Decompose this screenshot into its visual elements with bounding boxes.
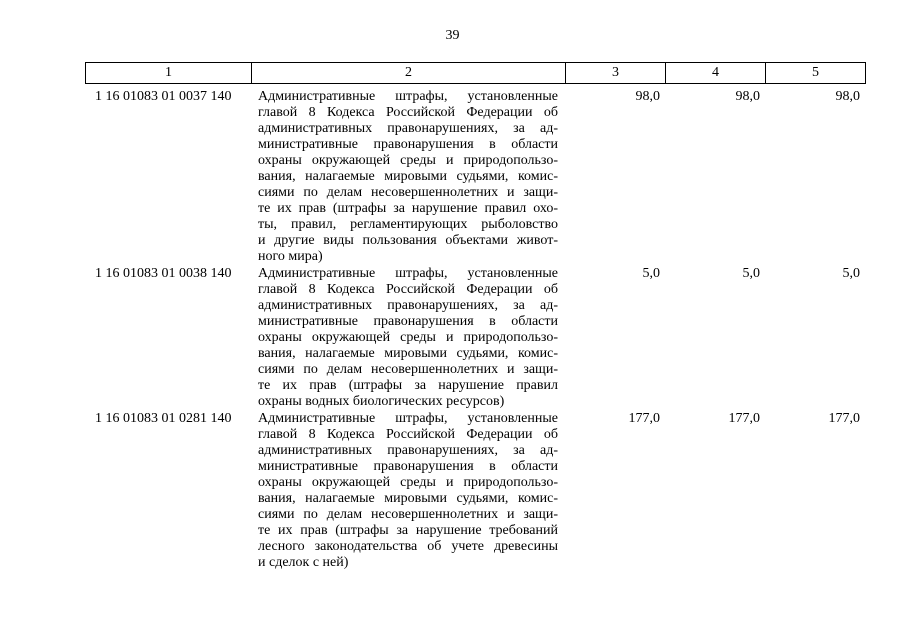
column-header-table	[85, 62, 866, 84]
value-col-3: 177,0	[628, 411, 660, 426]
description-line: охраны водных биологических ресурсов)	[258, 394, 505, 409]
description-line: охраны окружающей среды и природопользо-	[258, 475, 558, 490]
value-col-4: 98,0	[735, 89, 760, 104]
column-header-1: 1	[86, 63, 252, 84]
description-line: ты, правил, регламентирующих рыболовство	[258, 217, 558, 232]
column-header-5: 5	[766, 63, 866, 84]
description-line: сиями по делам несовершеннолетних и защи-	[258, 185, 558, 200]
description-line: вания, налагаемые мировыми судьями, комис-	[258, 169, 558, 184]
value-col-5: 5,0	[842, 266, 860, 281]
description-line: охраны окружающей среды и природопользо-	[258, 153, 558, 168]
description-line: административных правонарушениях, за ад-	[258, 298, 558, 313]
description-line: административных правонарушениях, за ад-	[258, 443, 558, 458]
description-line: министративные правонарушения в области	[258, 459, 558, 474]
value-col-3: 5,0	[642, 266, 660, 281]
description-line: сиями по делам несовершеннолетних и защи-	[258, 507, 558, 522]
page-number: 39	[445, 28, 460, 43]
description-line: ного мира)	[258, 249, 323, 264]
description-line: вания, налагаемые мировыми судьями, комис-	[258, 491, 558, 506]
value-col-3: 98,0	[635, 89, 660, 104]
column-header-2: 2	[252, 63, 566, 84]
description-line: министративные правонарушения в области	[258, 314, 558, 329]
value-col-5: 177,0	[828, 411, 860, 426]
description-line: те их прав (штрафы за нарушение требований	[258, 523, 558, 538]
column-header-3: 3	[566, 63, 666, 84]
description-line: главой 8 Кодекса Российской Федерации об	[258, 105, 558, 120]
description-line: главой 8 Кодекса Российской Федерации об	[258, 282, 558, 297]
description-line: сиями по делам несовершеннолетних и защи-	[258, 362, 558, 377]
description-line: и сделок с ней)	[258, 555, 349, 570]
description-line: Административные штрафы, установленные	[258, 411, 558, 426]
description-line: те их прав (штрафы за нарушение правил	[258, 378, 558, 393]
description-line: лесного законодательства об учете древесины	[258, 539, 558, 554]
description-line: административных правонарушениях, за ад-	[258, 121, 558, 136]
value-col-4: 5,0	[742, 266, 760, 281]
row-description	[258, 89, 558, 265]
description-line: Административные штрафы, установленные	[258, 266, 558, 281]
value-col-5: 98,0	[835, 89, 860, 104]
column-header-4: 4	[666, 63, 766, 84]
description-line: те их прав (штрафы за нарушение правил охо-	[258, 201, 558, 216]
description-line: вания, налагаемые мировыми судьями, комис-	[258, 346, 558, 361]
classification-code: 1 16 01083 01 0281 140	[95, 411, 232, 426]
row-description	[258, 411, 558, 571]
description-line: министративные правонарушения в области	[258, 137, 558, 152]
description-line: главой 8 Кодекса Российской Федерации об	[258, 427, 558, 442]
row-description	[258, 266, 558, 410]
classification-code: 1 16 01083 01 0037 140	[95, 89, 232, 104]
value-col-4: 177,0	[728, 411, 760, 426]
description-line: охраны окружающей среды и природопользо-	[258, 330, 558, 345]
description-line: Административные штрафы, установленные	[258, 89, 558, 104]
classification-code: 1 16 01083 01 0038 140	[95, 266, 232, 281]
description-line: и другие виды пользования объектами живот-	[258, 233, 558, 248]
column-header-row	[86, 63, 866, 84]
